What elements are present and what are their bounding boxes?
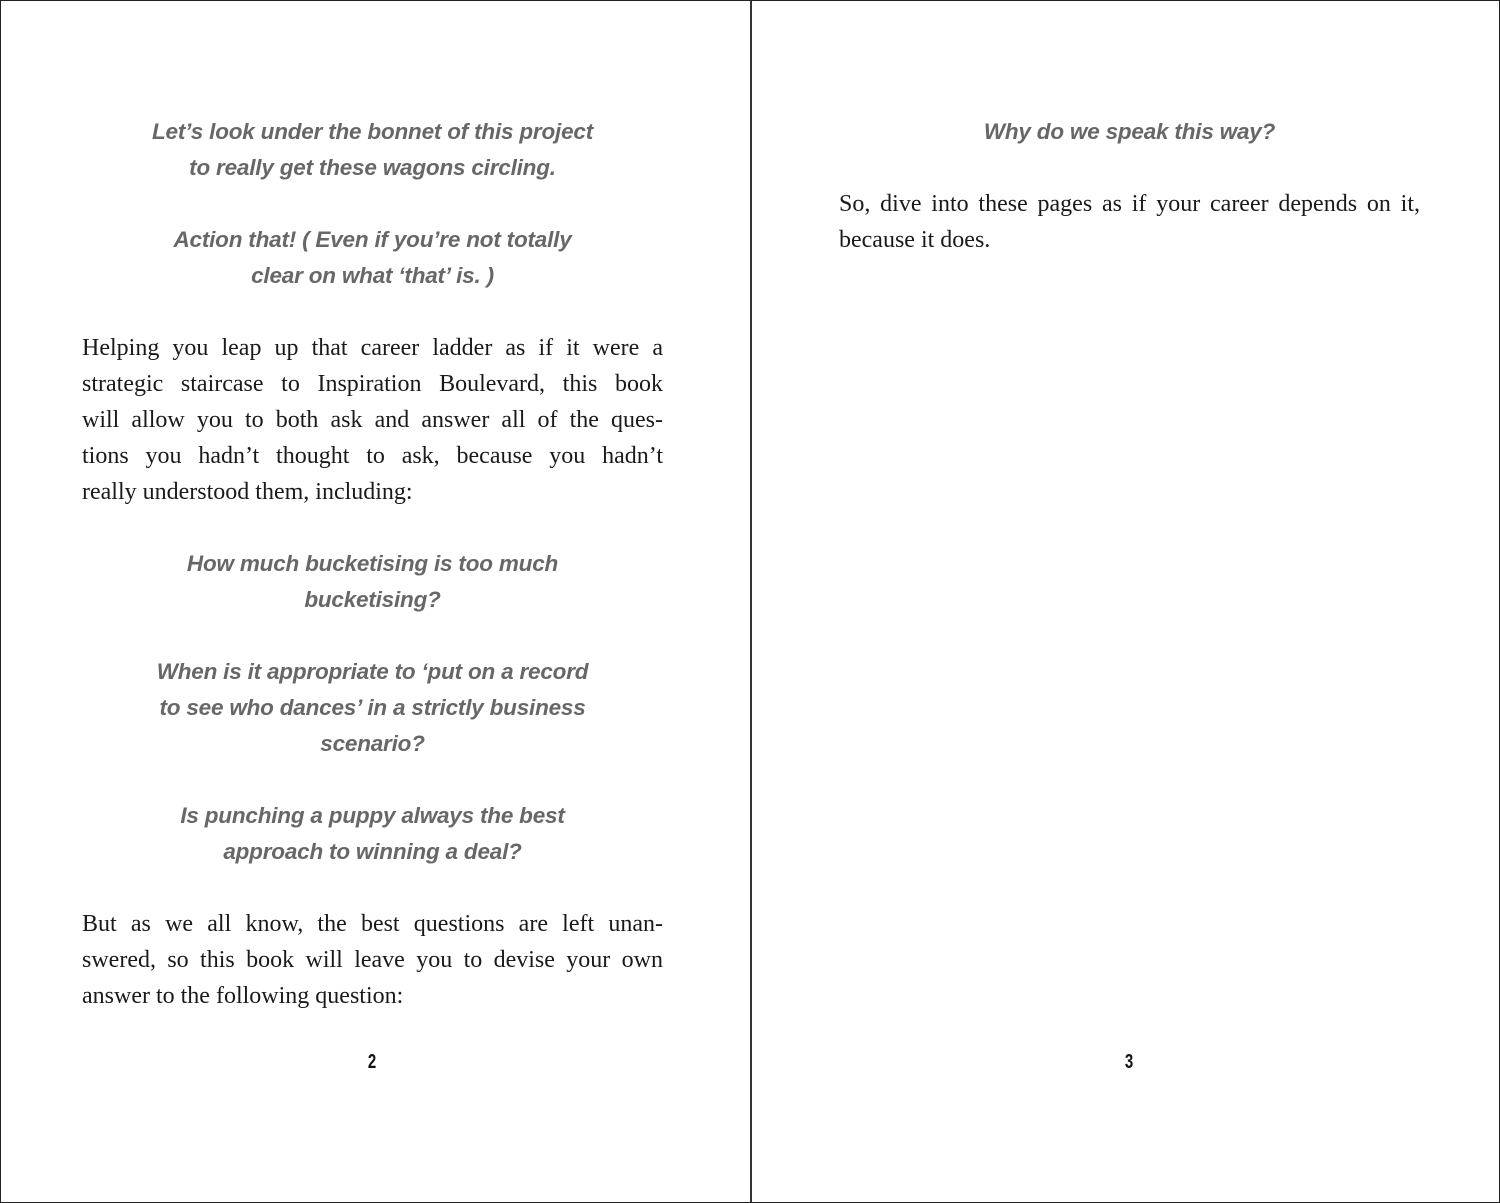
text-line: approach to winning a deal? bbox=[223, 839, 522, 864]
pull-quote bbox=[82, 654, 663, 762]
text-line: bucketising? bbox=[304, 587, 441, 612]
text-line: Helping you leap up that career ladder as if it were a bbox=[82, 335, 663, 361]
pull-quote bbox=[839, 114, 1420, 150]
pull-quote bbox=[82, 114, 663, 186]
text-line: to really get these wagons circling. bbox=[189, 155, 556, 180]
text-line: Why do we speak this way? bbox=[983, 119, 1276, 144]
text-line: swered, so this book will leave you to devise your own bbox=[82, 947, 663, 973]
pull-quote bbox=[82, 546, 663, 618]
text-line: clear on what ‘that’ is. ) bbox=[251, 263, 494, 288]
text-line: Is punching a puppy always the best bbox=[180, 803, 565, 828]
left-page bbox=[82, 114, 663, 1050]
text-line: But as we all know, the best questions are left unan- bbox=[82, 911, 663, 937]
text-line: How much bucketising is too much bbox=[186, 551, 559, 576]
pull-quote bbox=[82, 798, 663, 870]
text-line: When is it appropriate to ‘put on a record bbox=[156, 659, 589, 684]
page-gutter-divider bbox=[750, 1, 752, 1202]
text-line: So, dive into these pages as if your career depends on it, bbox=[839, 191, 1420, 217]
text-line: scenario? bbox=[320, 731, 425, 756]
text-line: will allow you to both ask and answer all of the ques- bbox=[82, 407, 663, 433]
body-paragraph bbox=[82, 906, 663, 1014]
body-paragraph bbox=[839, 186, 1420, 258]
right-page bbox=[839, 114, 1420, 294]
text-line: to see who dances’ in a strictly business bbox=[159, 695, 586, 720]
page-number-right: 3 bbox=[1124, 1051, 1134, 1073]
text-line: tions you hadn’t thought to ask, because you hadn’t bbox=[82, 443, 663, 469]
text-line: really understood them, including: bbox=[82, 479, 413, 505]
pull-quote bbox=[82, 222, 663, 294]
text-line: strategic staircase to Inspiration Boulevard, this book bbox=[82, 371, 663, 397]
text-line: answer to the following question: bbox=[82, 983, 404, 1009]
text-line: because it does. bbox=[839, 227, 991, 253]
body-paragraph bbox=[82, 330, 663, 510]
page-number-left: 2 bbox=[367, 1051, 377, 1073]
text-line: Action that! ( Even if you’re not totally bbox=[173, 227, 572, 252]
text-line: Let’s look under the bonnet of this project bbox=[151, 119, 593, 144]
